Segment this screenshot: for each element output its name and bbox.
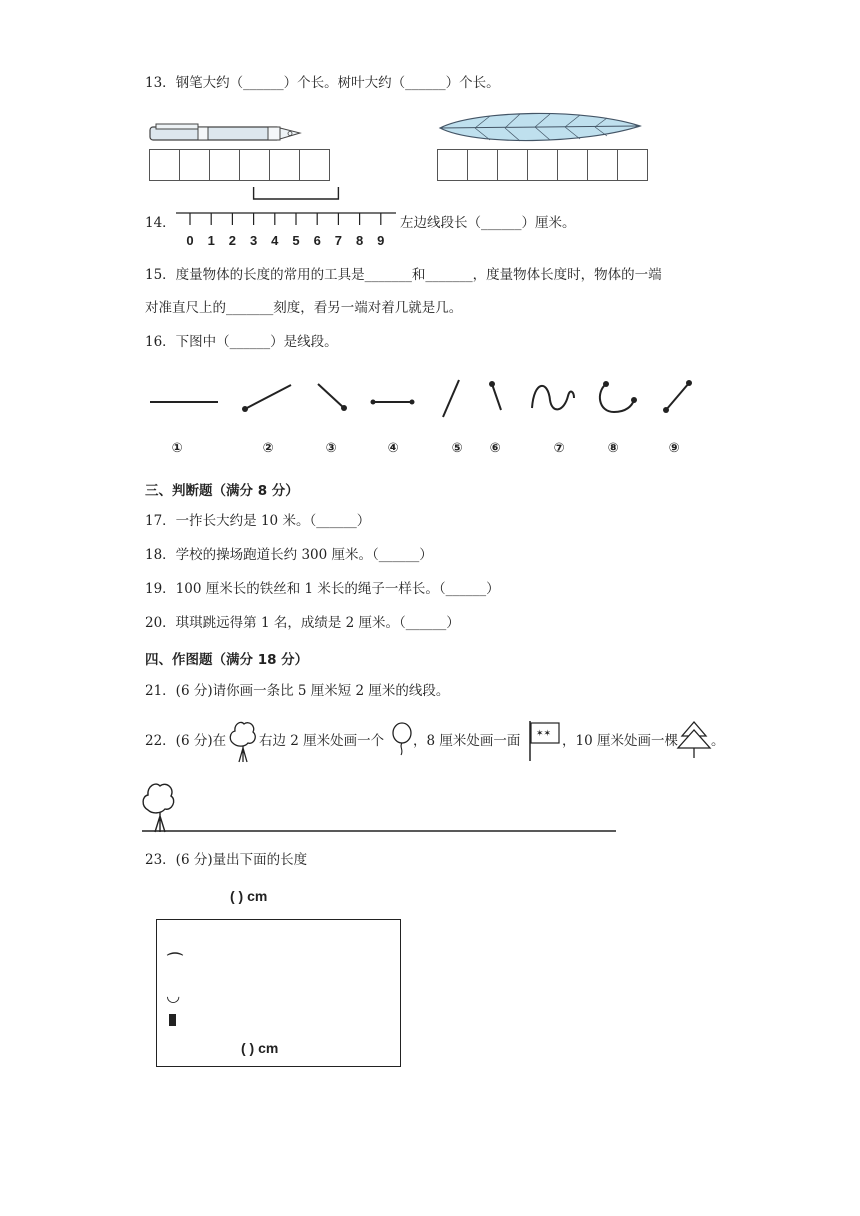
section-4-heading: 四、作图题（满分 18 分） bbox=[145, 652, 309, 668]
figure-2-ray bbox=[245, 385, 291, 409]
question-22-part-e: 。 bbox=[711, 733, 725, 749]
figure-7-curve bbox=[532, 386, 574, 409]
figure-9-segment bbox=[666, 383, 689, 410]
measured-segment bbox=[254, 187, 339, 199]
balloon-icon bbox=[390, 722, 414, 758]
question-22-part-b: 右边 2 厘米处画一个 bbox=[259, 733, 385, 749]
ruler-tick-label: 6 bbox=[313, 233, 321, 248]
question-17: 17．一拃长大约是 10 米。（______） bbox=[145, 513, 371, 529]
figure-label-6: ⑥ bbox=[489, 440, 501, 455]
svg-text:✶✶: ✶✶ bbox=[536, 729, 552, 739]
ruler-tick-label: 3 bbox=[249, 233, 258, 248]
side-mark-2: ◡ bbox=[167, 988, 180, 1005]
ruler-tick-label: 5 bbox=[292, 233, 300, 248]
drawing-baseline-figure bbox=[138, 778, 620, 836]
figure-label-4: ④ bbox=[387, 440, 399, 455]
ruler-tick-label: 0 bbox=[186, 233, 194, 248]
ruler-tick-label: 2 bbox=[228, 233, 237, 248]
ruler-tick-label: 9 bbox=[377, 233, 385, 248]
flag-icon bbox=[527, 719, 561, 763]
question-22-part-d: ，10 厘米处画一棵 bbox=[562, 733, 678, 749]
start-tree-icon bbox=[143, 784, 174, 832]
leaf-image bbox=[435, 108, 645, 148]
measure-rectangle bbox=[156, 919, 401, 1067]
question-18: 18．学校的操场跑道长约 300 厘米。（______） bbox=[145, 547, 433, 563]
pen-image bbox=[148, 122, 308, 144]
leaf-measure-cells bbox=[437, 149, 648, 181]
figure-6-ray bbox=[492, 384, 501, 410]
ruler-tick-label: 8 bbox=[355, 233, 364, 248]
figure-label-7: ⑦ bbox=[553, 440, 565, 455]
question-23: 23．(6 分)量出下面的长度 bbox=[145, 852, 308, 868]
question-14-text: 左边线段长（______）厘米。 bbox=[400, 215, 576, 231]
figure-8-curve bbox=[600, 384, 634, 412]
ruler-tick-label: 7 bbox=[334, 233, 343, 248]
question-22-part-a: 22．(6 分)在 bbox=[145, 733, 227, 749]
section-3-heading: 三、判断题（满分 8 分） bbox=[145, 483, 299, 499]
line-figures bbox=[140, 370, 700, 460]
question-21: 21．(6 分)请你画一条比 5 厘米短 2 厘米的线段。 bbox=[145, 683, 450, 699]
figure-label-9: ⑨ bbox=[668, 440, 680, 455]
question-19: 19．100 厘米长的铁丝和 1 米长的绳子一样长。（______） bbox=[145, 581, 500, 597]
figure-label-2: ② bbox=[262, 440, 274, 455]
tree-icon bbox=[228, 718, 258, 764]
ruler-tick-label: 4 bbox=[271, 233, 279, 248]
question-22-part-c: ，8 厘米处画一面 bbox=[413, 733, 521, 749]
ruler-tick-label: 1 bbox=[207, 233, 215, 248]
measure-label-top: ( ) cm bbox=[230, 888, 268, 904]
question-14-number: 14． bbox=[145, 215, 176, 231]
figure-3-ray bbox=[318, 384, 344, 408]
figure-label-1: ① bbox=[171, 440, 183, 455]
question-15-line-2: 对准直尺上的_______刻度，看另一端对着几就是几。 bbox=[145, 300, 463, 316]
side-mark-1: ⌒ bbox=[167, 953, 184, 970]
ruler-figure bbox=[172, 185, 400, 251]
pine-tree-icon bbox=[676, 720, 712, 760]
figure-5-line bbox=[443, 380, 459, 417]
figure-label-8: ⑧ bbox=[607, 440, 619, 455]
question-15-line-1: 15．度量物体的长度的常用的工具是_______和_______，度量物体长度时，物体的一端 bbox=[145, 267, 662, 283]
question-20: 20．琪琪跳远得第 1 名，成绩是 2 厘米。（______） bbox=[145, 615, 460, 631]
pen-measure-cells bbox=[149, 149, 330, 181]
question-16: 16．下图中（______）是线段。 bbox=[145, 334, 338, 350]
figure-label-3: ③ bbox=[325, 440, 337, 455]
figure-label-5: ⑤ bbox=[451, 440, 463, 455]
side-mark-3 bbox=[169, 1014, 176, 1026]
measure-label-bottom: ( ) cm bbox=[241, 1040, 279, 1056]
question-13: 13．钢笔大约（______）个长。树叶大约（______）个长。 bbox=[145, 75, 500, 91]
